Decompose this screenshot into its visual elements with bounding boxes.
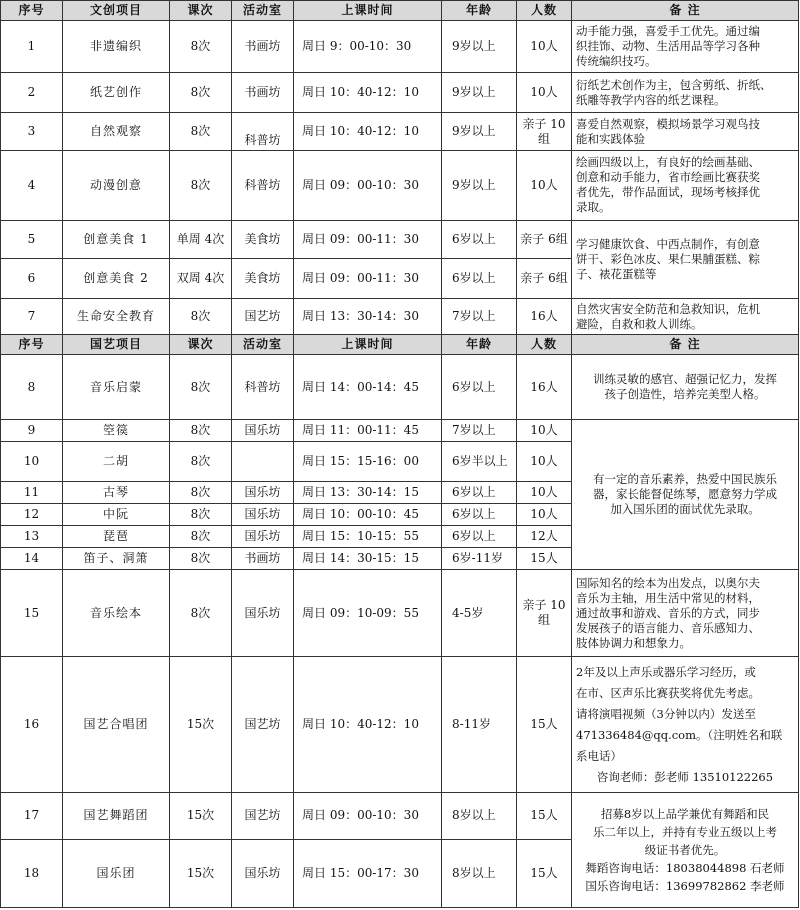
cell-count: 16人 xyxy=(517,355,572,419)
col-header-no: 序号 xyxy=(1,1,63,21)
cell-count: 亲子 6组 xyxy=(517,220,572,258)
note-line: 孩子创造性，培养完美型人格。 xyxy=(604,387,766,402)
cell-count: 16人 xyxy=(517,299,572,335)
cell-count: 10人 xyxy=(517,504,572,526)
cell-notes xyxy=(572,21,799,73)
note-line: 音乐为主轴，用生活中常见的材料， xyxy=(576,590,760,605)
cell-time: 周日 14：00-14：45 xyxy=(294,355,442,419)
note-line: 学习健康饮食、中西点制作，有创意 xyxy=(576,237,760,252)
cell-time: 周日 09：00-10：30 xyxy=(294,793,442,839)
cell-room: 国乐坊 xyxy=(232,839,294,907)
cell-count: 10人 xyxy=(517,441,572,481)
cell-time: 周日 10：40-12：10 xyxy=(294,656,442,793)
cell-room: 书画坊 xyxy=(232,548,294,570)
cell-notes xyxy=(572,150,799,220)
cell-no: 3 xyxy=(1,113,63,150)
table-row xyxy=(1,150,799,220)
cell-time: 周日 9：00-10：30 xyxy=(294,21,442,73)
cell-no: 18 xyxy=(1,839,63,907)
cell-no: 13 xyxy=(1,526,63,548)
cell-room: 国艺坊 xyxy=(232,793,294,839)
table-row xyxy=(1,793,799,839)
cell-count: 10人 xyxy=(517,482,572,504)
note-line: 加入国乐团的面试优先录取。 xyxy=(610,502,760,517)
cell-project: 笛子、洞箫 xyxy=(63,548,170,570)
cell-sessions: 8次 xyxy=(170,419,232,441)
note-line: 自然灾害安全防范和急救知识，危机 xyxy=(576,301,760,316)
cell-no: 14 xyxy=(1,548,63,570)
cell-notes xyxy=(572,73,799,113)
note-line: 纸雕等教学内容的纸艺课程。 xyxy=(576,92,726,107)
cell-age: 8岁以上 xyxy=(442,839,517,907)
note-line: 喜爱自然观察，模拟场景学习观鸟技 xyxy=(576,116,760,131)
col-header-age: 年龄 xyxy=(442,335,517,355)
cell-time: 周日 09：00-10：30 xyxy=(294,150,442,220)
table-row xyxy=(1,299,799,335)
cell-project: 国艺合唱团 xyxy=(63,656,170,793)
cell-sessions: 15次 xyxy=(170,656,232,793)
note-line: 创意和动手能力，省市绘画比赛获奖 xyxy=(576,170,760,185)
cell-room xyxy=(232,441,294,481)
cell-no: 12 xyxy=(1,504,63,526)
cell-time: 周日 14：30-15：15 xyxy=(294,548,442,570)
cell-project: 二胡 xyxy=(63,441,170,481)
col-header-sessions: 课次 xyxy=(170,335,232,355)
cell-project: 动漫创意 xyxy=(63,150,170,220)
cell-project: 箜篌 xyxy=(63,419,170,441)
col-header-project: 国艺项目 xyxy=(63,335,170,355)
cell-sessions: 15次 xyxy=(170,839,232,907)
col-header-sessions: 课次 xyxy=(170,1,232,21)
cell-age: 6岁半以上 xyxy=(442,441,517,481)
cell-no: 2 xyxy=(1,73,63,113)
note-line: 有一定的音乐素养，热爱中国民族乐 xyxy=(593,472,777,487)
cell-notes xyxy=(572,355,799,419)
cell-age: 8岁以上 xyxy=(442,793,517,839)
note-line: 国乐咨询电话：13699782862 李老师 xyxy=(585,879,785,894)
note-line: 动手能力强，喜爱手工优先。通过编 xyxy=(576,24,760,39)
cell-count: 10人 xyxy=(517,150,572,220)
cell-sessions: 8次 xyxy=(170,113,232,150)
note-line: 请将演唱视频（3分钟以内）发送至 xyxy=(576,706,756,721)
col-header-time: 上课时间 xyxy=(294,1,442,21)
col-header-count: 人数 xyxy=(517,335,572,355)
cell-no: 16 xyxy=(1,656,63,793)
note-line: 咨询老师：彭老师 13510122265 xyxy=(596,769,774,784)
cell-no: 8 xyxy=(1,355,63,419)
cell-age: 6岁以上 xyxy=(442,259,517,299)
cell-project: 琵琶 xyxy=(63,526,170,548)
note-line: 发展孩子的语言能力、音乐感知力、 xyxy=(576,620,760,635)
cell-project: 国艺舞蹈团 xyxy=(63,793,170,839)
cell-room: 科普坊 xyxy=(232,150,294,220)
cell-project: 古琴 xyxy=(63,482,170,504)
cell-sessions: 8次 xyxy=(170,299,232,335)
cell-count: 亲子 10组 xyxy=(517,570,572,656)
note-line: 系电话） xyxy=(576,748,622,763)
note-line: 子、裱花蛋糕等 xyxy=(576,267,657,282)
table-row xyxy=(1,21,799,73)
cell-room: 美食坊 xyxy=(232,259,294,299)
cell-sessions: 8次 xyxy=(170,570,232,656)
cell-count: 15人 xyxy=(517,793,572,839)
note-line: 通过故事和游戏、音乐的方式，同步 xyxy=(576,605,760,620)
cell-no: 17 xyxy=(1,793,63,839)
cell-time: 周日 09：00-11：30 xyxy=(294,259,442,299)
cell-time: 周日 15：00-17：30 xyxy=(294,839,442,907)
cell-room: 科普坊 xyxy=(232,113,294,150)
cell-sessions: 15次 xyxy=(170,793,232,839)
cell-project: 音乐绘本 xyxy=(63,570,170,656)
note-line: 乐二年以上，并持有专业五级以上考 xyxy=(593,825,777,840)
cell-sessions: 8次 xyxy=(170,441,232,481)
cell-project: 纸艺创作 xyxy=(63,73,170,113)
note-line: 能和实践体验 xyxy=(576,131,645,146)
table-row xyxy=(1,220,799,258)
note-line: 织挂饰、动物、生活用品等学习各种 xyxy=(576,39,760,54)
table-row xyxy=(1,656,799,793)
cell-age: 9岁以上 xyxy=(442,21,517,73)
cell-count: 亲子 6组 xyxy=(517,259,572,299)
cell-project: 生命安全教育 xyxy=(63,299,170,335)
cell-age: 6岁以上 xyxy=(442,504,517,526)
cell-sessions: 单周 4次 xyxy=(170,220,232,258)
cell-project: 自然观察 xyxy=(63,113,170,150)
cell-room: 国乐坊 xyxy=(232,504,294,526)
cell-notes xyxy=(572,570,799,656)
cell-room: 国艺坊 xyxy=(232,299,294,335)
cell-time: 周日 09：10-09：55 xyxy=(294,570,442,656)
cell-no: 1 xyxy=(1,21,63,73)
cell-project: 音乐启蒙 xyxy=(63,355,170,419)
cell-notes xyxy=(572,656,799,793)
cell-time: 周日 10：40-12：10 xyxy=(294,113,442,150)
cell-project: 非遗编织 xyxy=(63,21,170,73)
note-line: 在市、区声乐比赛获奖将优先考虑。 xyxy=(576,685,760,700)
cell-count: 10人 xyxy=(517,419,572,441)
cell-no: 10 xyxy=(1,441,63,481)
cell-sessions: 8次 xyxy=(170,73,232,113)
cell-no: 5 xyxy=(1,220,63,258)
cell-room: 书画坊 xyxy=(232,21,294,73)
cell-age: 4-5岁 xyxy=(442,570,517,656)
cell-count: 15人 xyxy=(517,548,572,570)
note-line: 471336484@qq.com。（注明姓名和联 xyxy=(576,727,783,742)
cell-age: 6岁-11岁 xyxy=(442,548,517,570)
note-line: 2年及以上声乐或器乐学习经历，或 xyxy=(576,664,756,679)
cell-sessions: 8次 xyxy=(170,21,232,73)
cell-age: 8-11岁 xyxy=(442,656,517,793)
cell-room: 国艺坊 xyxy=(232,656,294,793)
note-line: 招募8岁以上品学兼优有舞蹈和民 xyxy=(600,807,770,822)
table-row xyxy=(1,113,799,150)
col-header-age: 年龄 xyxy=(442,1,517,21)
cell-room: 国乐坊 xyxy=(232,526,294,548)
note-line: 传统编织技巧。 xyxy=(576,54,657,69)
cell-room: 国乐坊 xyxy=(232,482,294,504)
cell-project: 国乐团 xyxy=(63,839,170,907)
cell-notes xyxy=(572,113,799,150)
cell-room: 国乐坊 xyxy=(232,419,294,441)
cell-room: 书画坊 xyxy=(232,73,294,113)
cell-no: 11 xyxy=(1,482,63,504)
note-line: 避险，自救和救人训练。 xyxy=(576,316,703,331)
col-header-count: 人数 xyxy=(517,1,572,21)
cell-sessions: 8次 xyxy=(170,355,232,419)
cell-time: 周日 10：40-12：10 xyxy=(294,73,442,113)
note-line: 舞蹈咨询电话：18038044898 石老师 xyxy=(585,861,785,876)
national-header-row xyxy=(1,335,799,355)
note-line: 器，家长能督促练琴，愿意努力学成 xyxy=(593,487,777,502)
cell-no: 4 xyxy=(1,150,63,220)
cell-age: 9岁以上 xyxy=(442,73,517,113)
cell-time: 周日 15：15-16：00 xyxy=(294,441,442,481)
cell-sessions: 8次 xyxy=(170,482,232,504)
note-line: 绘画四级以上，有良好的绘画基础、 xyxy=(576,155,760,170)
col-header-time: 上课时间 xyxy=(294,335,442,355)
col-header-room: 活动室 xyxy=(232,335,294,355)
cell-notes-music xyxy=(572,419,799,570)
cell-sessions: 8次 xyxy=(170,150,232,220)
col-header-project: 文创项目 xyxy=(63,1,170,21)
note-line: 饼干、彩色冰皮、果仁果脯蛋糕、粽 xyxy=(576,252,760,267)
cell-age: 7岁以上 xyxy=(442,299,517,335)
table-row xyxy=(1,570,799,656)
cell-room: 美食坊 xyxy=(232,220,294,258)
cell-no: 15 xyxy=(1,570,63,656)
culture-header-row xyxy=(1,1,799,21)
cell-time: 周日 09：00-11：30 xyxy=(294,220,442,258)
col-header-no: 序号 xyxy=(1,335,63,355)
col-header-room: 活动室 xyxy=(232,1,294,21)
table-row xyxy=(1,355,799,419)
cell-sessions: 8次 xyxy=(170,548,232,570)
cell-time: 周日 11：00-11：45 xyxy=(294,419,442,441)
table-row xyxy=(1,73,799,113)
col-header-notes: 备 注 xyxy=(572,1,799,21)
cell-time: 周日 10：00-10：45 xyxy=(294,504,442,526)
cell-no: 6 xyxy=(1,259,63,299)
cell-notes-food xyxy=(572,220,799,298)
cell-sessions: 8次 xyxy=(170,504,232,526)
cell-age: 7岁以上 xyxy=(442,419,517,441)
cell-age: 6岁以上 xyxy=(442,355,517,419)
cell-project: 中阮 xyxy=(63,504,170,526)
cell-time: 周日 13：30-14：30 xyxy=(294,299,442,335)
cell-room: 科普坊 xyxy=(232,355,294,419)
cell-no: 9 xyxy=(1,419,63,441)
cell-time: 周日 13：30-14：15 xyxy=(294,482,442,504)
cell-count: 10人 xyxy=(517,21,572,73)
cell-sessions: 8次 xyxy=(170,526,232,548)
cell-count: 15人 xyxy=(517,839,572,907)
cell-count: 亲子 10组 xyxy=(517,113,572,150)
note-line: 录取。 xyxy=(576,200,611,215)
cell-age: 6岁以上 xyxy=(442,220,517,258)
col-header-notes: 备 注 xyxy=(572,335,799,355)
table-row xyxy=(1,419,799,441)
cell-count: 15人 xyxy=(517,656,572,793)
cell-age: 6岁以上 xyxy=(442,482,517,504)
cell-project: 创意美食 2 xyxy=(63,259,170,299)
cell-count: 12人 xyxy=(517,526,572,548)
cell-project: 创意美食 1 xyxy=(63,220,170,258)
cell-age: 9岁以上 xyxy=(442,150,517,220)
note-line: 者优先，带作品面试，现场考核择优 xyxy=(576,185,760,200)
note-line: 级证书者优先。 xyxy=(644,843,726,858)
cell-sessions: 双周 4次 xyxy=(170,259,232,299)
cell-age: 6岁以上 xyxy=(442,526,517,548)
cell-time: 周日 15：10-15：55 xyxy=(294,526,442,548)
note-line: 训练灵敏的感官、超强记忆力，发挥 xyxy=(593,372,777,387)
note-line: 肢体协调力和想象力。 xyxy=(576,635,691,650)
cell-age: 9岁以上 xyxy=(442,113,517,150)
cell-notes-troupe xyxy=(572,793,799,908)
note-line: 衍纸艺术创作为主，包含剪纸、折纸、 xyxy=(576,77,772,92)
cell-room: 国乐坊 xyxy=(232,570,294,656)
cell-count: 10人 xyxy=(517,73,572,113)
cell-notes xyxy=(572,299,799,335)
cell-no: 7 xyxy=(1,299,63,335)
note-line: 国际知名的绘本为出发点，以奥尔夫 xyxy=(576,575,760,590)
